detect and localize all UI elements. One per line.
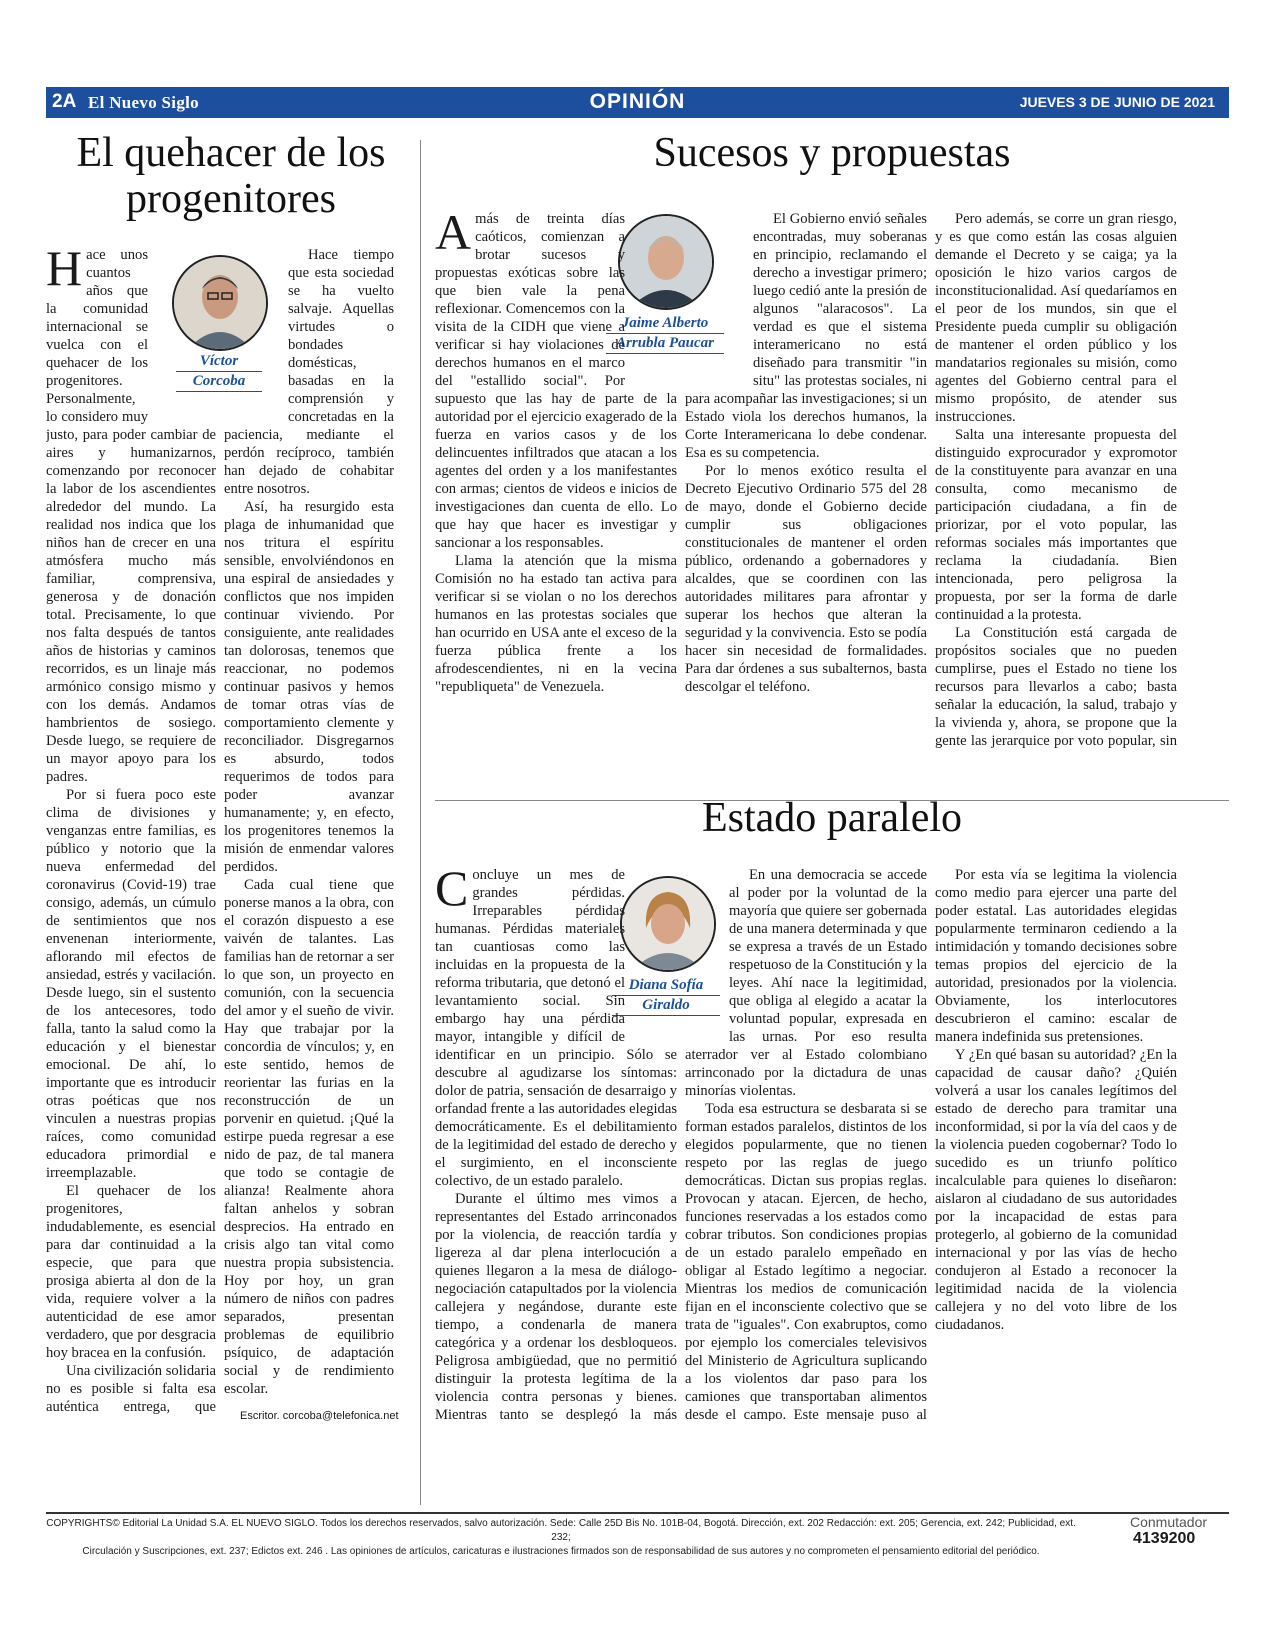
photo-float-spacer <box>625 210 677 380</box>
drop-cap: H <box>46 246 83 296</box>
page-number: 2A <box>52 91 77 112</box>
article3-paragraph: Durante el último mes vimos a representantes del Estado arrinconados por la violencia, de reacción tardía y ligereza al dar plena interlocución a quienes llegaron a la mesa de diálogo-negociación catapultados por la violencia callejera y negándose, durante este tiempo, a condenarla de manera categórica y a ordenar los desbloqueos. Peligrosa ambigüedad, que no permitió distinguir la protesta legítima de la violencia contra personas y bienes. Mientras tanto se desplegó la más <box>435 1191 677 1421</box>
newspaper-brand: El Nuevo Siglo <box>88 93 199 112</box>
drop-cap: A <box>435 210 472 260</box>
copyright-footer <box>46 1517 1076 1559</box>
copyright-line: Circulación y Suscripciones, ext. 237; Edictos ext. 246 . Las opiniones de artículos, caricaturas e ilustraciones firmados son de responsabilidad de sus autores y no comprometen el pensamiento editorial del periódico. <box>82 1546 1040 1557</box>
article3-column-1 <box>435 866 677 1421</box>
article1-paragraph: Hace tiempo que esta sociedad se ha vuelto salvaje. Aquellas virtudes o bondades domésticas, basadas en la comprensión y concretadas en la paciencia, mediante el perdón recíproco, también han dejado de cohabitar entre nosotros. <box>224 247 394 497</box>
article1-paragraph: Por si fuera poco este clima de divisiones y venganzas entre familias, es público y notorio que la nueva enfermedad del coronavirus (Covid-19) trae consigo, además, un cúmulo de sentimientos que nos envenenan interiormente, aflorando mil efectos de ansiedad, estrés y vacilación. Desde luego, sin el sustento de los antecesores, todo falla, tanto la salud como la educación y el bienestar emocional. De ahí, lo importante que es introducir otras poéticas que nos vinculen a nuestras propias raíces, como comunidad educadora primordial e irreemplazable. <box>46 787 216 1181</box>
article2-paragraph: Por lo menos exótico resulta el Decreto Ejecutivo Ordinario 575 del 28 de mayo, donde el Gobierno decide cumplir sus obligaciones constitucionales de mantener el orden público, ordenando a gobernadores y alcaldes, que se coordinen con las autoridades militares para afrontar y superar los hechos que alteran la seguridad y la convivencia. Esto se podía hacer sin necesidad de formalidades. Para dar órdenes a sus subalternos, basta descolgar el teléfono. <box>685 463 927 695</box>
article1-paragraph: ace unos cuantos años que la comunidad internacional se vuelca con el quehacer de los progenitores. Personalmente, lo considero muy justo, para poder cambiar de aires y humanizarnos, comenzando por reconocer la labor de los ascendientes alrededor del mundo. La realidad nos indica que los niños han de crecer en una atmósfera mucho más familiar, comprensiva, generosa y de donación total. Precisamente, lo que nos falta después de tantos años de historias y caminos recorridos, es un linaje más armónico consigo mismo y con los demás. Andamos hambrientos de sosiego. Desde luego, se requiere de un mayor apoyo para los padres. <box>46 247 216 785</box>
article3-title: Estado paralelo <box>701 795 963 841</box>
article2-paragraph: Salta una interesante propuesta del distinguido exprocurador y expromotor de la constituyente para avanzar en una consulta, como mecanismo de participación ciudadana, a fin de priorizar, por el voto popular, las reformas sociales más importantes que reclama la ciudadanía. Bien intencionada, pero peligrosa la propuesta, por ser la forma de darle continuidad a la protesta. <box>935 427 1177 623</box>
issue-date: JUEVES 3 DE JUNIO DE 2021 <box>1019 94 1215 110</box>
author-first-name: Víctor <box>176 352 262 372</box>
article2-paragraph: El Gobierno envió señales encontradas, muy soberanas en principio, reclamando el derecho a investigar primero; luego cedió ante la presión de algunos "alaracosos". La verdad es que el sistema interamericano no está diseñado para transmitir "in situ" las protestas sociales, ni para acompañar las investigaciones; si un Estado viola los derechos humanos, la Corte Interamericana lo debe condenar. Esa es su competencia. <box>685 211 927 461</box>
drop-cap: C <box>435 866 469 916</box>
photo-float-spacer <box>685 210 753 380</box>
section-title: OPINIÓN <box>589 90 686 113</box>
copyright-line: COPYRIGHTS© Editorial La Unidad S.A. EL NUEVO SIGLO. Todos los derechos reservados, salvo autorización. Sede: Calle 25D Bis No. 101B-04, Bogotá. Dirección, ext. 202 Redacción: ext. 205; Gerencia, ext. 242; Publicidad, ext. 232; <box>46 1518 1076 1543</box>
article2-paragraph: La Constitución está cargada de propósitos sociales que no pueden cumplirse, pues el Estado no tiene los recursos para llevarlos a cabo; basta señalar la educación, la salud, trabajo y la vivienda y, ahora, se propone que la gente las jerarquice por voto popular, sin <box>935 625 1177 749</box>
switchboard-label: Conmutador <box>1130 1514 1208 1530</box>
article2-column-3 <box>935 210 1177 750</box>
article1-column-2 <box>224 246 394 1406</box>
column-divider <box>420 140 421 1505</box>
article3-column-2 <box>685 866 927 1421</box>
article3-column-3 <box>935 866 1177 1421</box>
article3-paragraph: Toda esa estructura se desbarata si se forman estados paralelos, distintos de los elegidos popularmente, que no tienen respeto por las reglas de juego democráticas. Dictan sus propias reglas. Provocan y atacan. Ejercen, de hecho, funciones reservadas a los estados como cobrar tributos. Son condiciones propias de un estado paralelo empeñado en obligar al Estado legítimo a negociar. Mientras los medios de comunicación fijan en el inconsciente colectivo que se trata de "iguales". Con exabruptos, como por ejemplo los comerciales televisivos del Ministerio de Agricultura suplicando a los violentos dar paso para los camiones que transportaban alimentos desde el campo. Este mensaje puso al <box>685 1101 927 1421</box>
photo-float-spacer <box>625 866 677 1038</box>
article1-column-1 <box>46 246 216 1416</box>
photo-float-spacer <box>224 246 288 416</box>
article2-paragraph: Pero además, se corre un gran riesgo, y es que como están las cosas alguien demande el Decreto y se caiga; ya la oposición le hizo varios cargos de inconstitucionalidad. Así quedaríamos en el peor de los mundos, sin que el Presidente pueda cumplir su obligación de mantener el orden público y los mandatarios regionales su misión, como agentes del Gobierno central para el mismo propósito, de atender sus instrucciones. <box>935 211 1177 425</box>
article1-paragraph: Cada cual tiene que ponerse manos a la obra, con el corazón dispuesto a ese vaivén de talantes. Las familias han de retornar a ser lo que son, un proyecto en comunión, con la secuencia del amor y el sueño de vivir. Hay que trabajar por la concordia de vínculos; y, en este sentido, hemos de reorientar las furias en la reconstrucción de un porvenir en quietud. ¡Qué la estirpe pueda regresar a ese nido de paz, de tal manera que todo se contagie de alianza! Realmente ahora faltan anhelos y sobran desprecios. Ha entrado en crisis algo tan vital como nuestra propia subsistencia. Hoy por hoy, un gran número de niños con padres separados, presentan problemas de equilibrio psíquico, de adaptación social y de rendimiento escolar. <box>224 877 394 1397</box>
author-first-name: Jaime Alberto <box>606 314 724 334</box>
author-last-name: Corcoba <box>176 372 262 392</box>
article1-title: El quehacer de los progenitores <box>76 130 386 223</box>
photo-float-spacer <box>148 246 216 416</box>
article2-title: Sucesos y propuestas <box>653 130 1011 176</box>
author-byline: Escritor. corcoba@telefonica.net <box>240 1410 399 1422</box>
article3-paragraph: Por esta vía se legitima la violencia como medio para ejercer una parte del poder estatal. Las autoridades elegidas popularmente terminaron cediendo a la intimidación y tomando decisiones sobre temas propios del ejercicio de la autoridad, presionados por la violencia. Obviamente, los interlocutores descubrieron el camino: escalar de manera indefinida sus pretensiones. <box>935 867 1177 1045</box>
switchboard-number: 4139200 <box>1133 1530 1196 1547</box>
article3-paragraph: En una democracia se accede al poder por la voluntad de la mayoría que quiere ser gobernada de una manera determinada y que se expresa a través de un Estado respetuoso de la Constitución y la leyes. Ahí nace la legitimidad, que obliga al elegido a acatar la voluntad popular, expresada en las urnas. Por eso resulta aterrador ver al Estado colombiano arrinconado por la dictadura de unas minorías violentas. <box>685 867 927 1099</box>
article3-paragraph: Y ¿En qué basan su autoridad? ¿En la capacidad de causar daño? ¿Quién volverá a usar los canales legítimos del estado de derecho para tramitar una inconformidad, si por la vía del caos y de la violencia pueden cogobernar? Todo lo sucedido es un triunfo político incalculable para quienes lo diseñaron: aislaron al ciudadano de sus autoridades por la incapacidad de estas para protegerlo, al gobierno de la comunidad internacional y por las vías de hecho condujeron al Estado a reconocer la legitimidad nacida de la violencia callejera y no del voto libre de los ciudadanos. <box>935 1047 1177 1333</box>
article3-paragraph: oncluye un mes de grandes pérdidas. Irreparables pérdidas humanas. Pérdidas materiales tan cuantiosas como las incluidas en la propuesta de la reforma tributaria, que detonó el levantamiento social. Sin embargo hay una pérdida mayor, intangible y difícil de identificar en un principio. Sólo se descubre al agudizarse los síntomas: dolor de patria, sensación de desarraigo y orfandad frente a las autoridades elegidas democráticamente. Es el debilitamiento de la legitimidad del estado de derecho y el surgimiento, en el inconsciente colectivo, de un estado paralelo. <box>435 867 677 1189</box>
article1-paragraph: Una civilización solidaria no es posible si falta esa auténtica entrega, que <box>46 1363 216 1415</box>
author-last-name: Giraldo <box>612 996 720 1016</box>
article2-paragraph: Llama la atención que la misma Comisión no ha estado tan activa para verificar si se violan o no los derechos humanos en las protestas sociales que han ocurrido en USA ante el exceso de la fuerza pública frente a los afrodescendientes, ni en la vecina "republiqueta" de Venezuela. <box>435 553 677 695</box>
footer-rule <box>46 1512 1229 1514</box>
article1-paragraph: Así, ha resurgido esta plaga de inhumanidad que nos tritura el espíritu sensible, envolviéndonos en una espiral de ansiedades y conflictos que nos impiden continuar viviendo. Por consiguiente, ante realidades tan dolorosas, tenemos que reaccionar, no podemos continuar pasivos y hemos de tomar otras vías de comportamiento clemente y reconciliador. Disgregarnos es absurdo, todos requerimos de todos para poder avanzar humanamente; y, en efecto, los progenitores tenemos la misión de enmendar valores perdidos. <box>224 499 394 875</box>
article1-paragraph: El quehacer de los progenitores, indudablemente, es esencial para dar continuidad a la especie, que para que prosiga abierta al don de la vida, requiere volver a la autenticidad de ese amor verdadero, que por desgracia hoy bracea en la confusión. <box>46 1183 216 1361</box>
article2-column-2 <box>685 210 927 750</box>
author-last-name: Arrubla Paucar <box>606 334 724 354</box>
photo-float-spacer <box>685 866 729 1038</box>
page-header <box>46 87 1229 118</box>
article2-column-1 <box>435 210 677 750</box>
article2-paragraph: más de treinta días caóticos, comienzan a brotar sucesos y propuestas exóticas sobre las que bien vale la pena reflexionar. Comencemos con la visita de la CIDH que viene a verificar si hay violaciones de derechos humanos en el marco del "estallido social". Por supuesto que las hay de parte de la autoridad por el ejercicio exagerado de la fuerza en varios casos y de los delincuentes infiltrados que atacan a los agentes del orden y a los manifestantes con armas; cientos de videos e inicios de investigaciones dan cuenta de ello. Lo que hay que hacer es investigar y sancionar a los responsables. <box>435 211 677 551</box>
author-first-name: Diana Sofía <box>612 976 720 996</box>
